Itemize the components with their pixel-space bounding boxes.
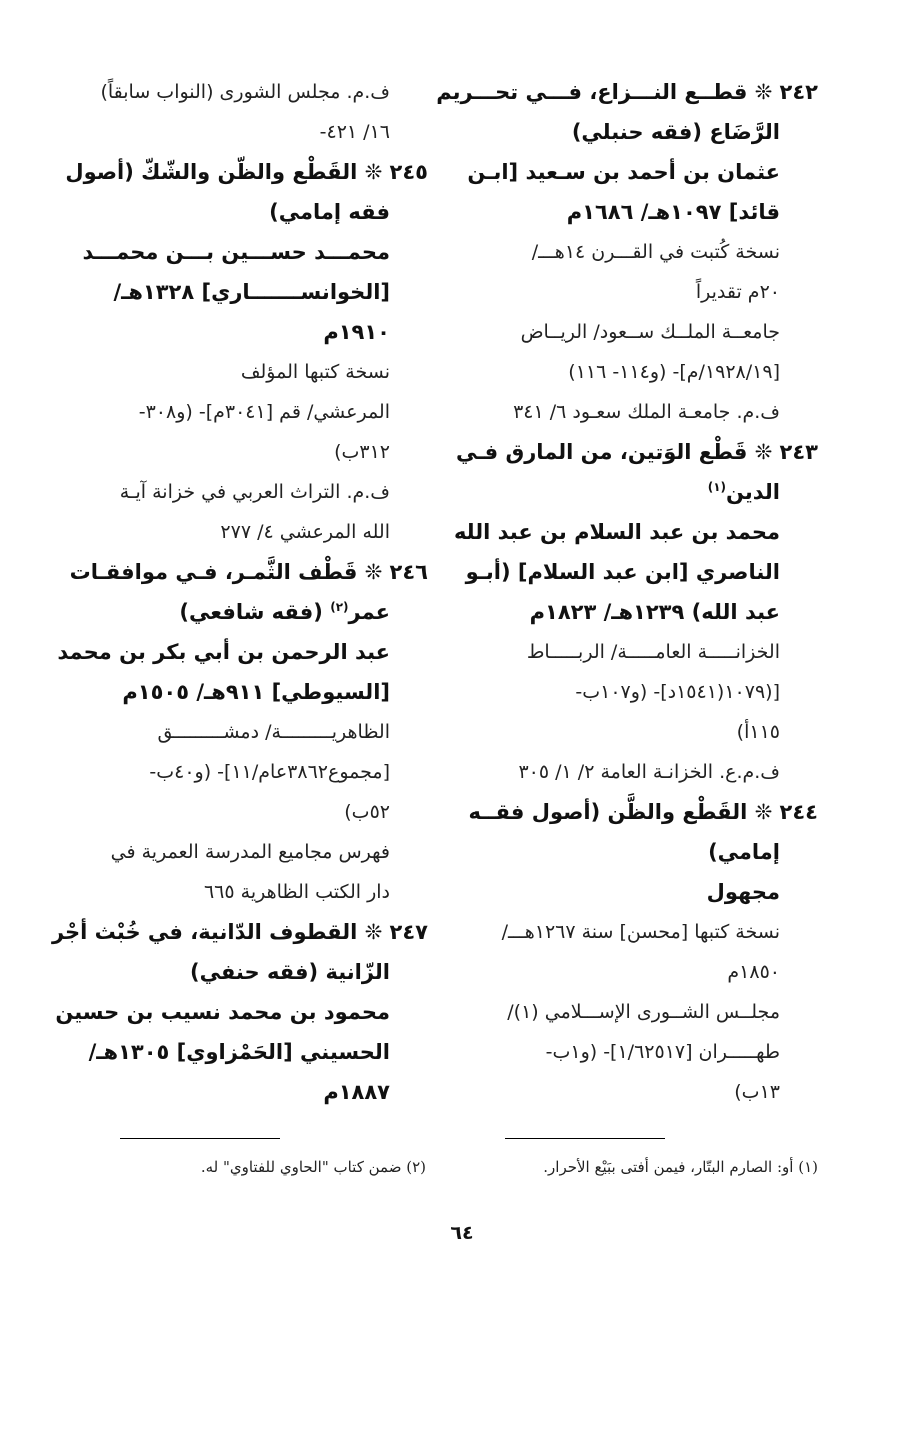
text-line (51, 912, 428, 952)
line-text: ٢٤٧ ❊ القطوف الدّانية، في خُبْث أجْر (51, 920, 428, 944)
line-text: نسخة كتبها [محسن] سنة ١٢٦٧هـــ/ (501, 921, 780, 943)
left-column (51, 72, 428, 1112)
line-text: ٣١٢ب) (334, 441, 390, 463)
line-text: ١١٥أ) (736, 721, 780, 743)
text-line (470, 792, 818, 832)
line-text: عبد الله) ١٢٣٩هـ/ ١٨٢٣م (529, 600, 780, 624)
footnote-separator-left (120, 1138, 280, 1139)
text-line (455, 432, 818, 472)
line-text: [١٩٢٨/١٩/م]- (و١١٤- ١١٦) (568, 361, 780, 383)
text-line (470, 632, 818, 672)
line-text: طهـــــران [١/٦٢٥١٧]- (و١ب- (545, 1041, 780, 1063)
text-line (86, 1072, 428, 1112)
line-text-continued: (فقه شافعي) (179, 600, 331, 624)
line-text: محمود بن محمد نسيب بن حسين (55, 1000, 390, 1024)
line-text: المرعشي/ قم [٣٠٤١م]- (و٣٠٨- (138, 401, 390, 423)
text-line (86, 672, 428, 712)
text-line (86, 432, 428, 472)
line-text: ٢٤٢ ❊ قطــع النـــزاع، فـــي تحـــريم (436, 80, 818, 104)
text-line (470, 872, 818, 912)
line-text: ٢٤٥ ❊ القَطْع والظّن والشّكّ (أصول (65, 160, 428, 184)
line-text: ١٨٥٠م (727, 961, 780, 983)
line-text: ١٩١٠م (323, 320, 390, 344)
line-text: عبد الرحمن بن أبي بكر بن محمد (57, 640, 390, 664)
line-text: جامعــة الملــك ســعود/ الريــاض (520, 321, 780, 343)
text-line (65, 152, 428, 192)
text-line (470, 952, 818, 992)
line-text: الدين (726, 480, 780, 504)
text-line (470, 832, 818, 872)
text-line (470, 232, 818, 272)
text-line (470, 1032, 818, 1072)
text-line (453, 512, 818, 552)
line-text: ف.م. التراث العربي في خزانة آيـة (119, 481, 390, 503)
text-line (465, 552, 818, 592)
line-text: ف.م. مجلس الشورى (النواب سابقاً) (100, 81, 390, 103)
text-line (86, 592, 428, 632)
text-line (82, 232, 428, 272)
line-text: قائد] ١٠٩٧هـ/ ١٦٨٦م (566, 200, 780, 224)
line-text: مجلــس الشــورى الإســـلامي (١)/ (507, 1001, 780, 1023)
text-line (470, 472, 818, 512)
text-line (470, 712, 818, 752)
line-text: عثمان بن أحمد بن سـعيد [ابـن (467, 160, 780, 184)
text-line (86, 272, 428, 312)
line-text: فهرس مجاميع المدرسة العمرية في (110, 841, 390, 863)
footnote-marker: (١) (707, 480, 726, 494)
text-line (86, 472, 428, 512)
text-line (436, 72, 818, 112)
text-line (86, 832, 428, 872)
text-line (86, 872, 428, 912)
line-text: ٢٤٦ ❊ قَطْف الثَّمـر، فـي موافقـات (69, 560, 428, 584)
text-line (470, 672, 818, 712)
line-text: ٢٠م تقديراً (695, 281, 780, 303)
text-line (470, 992, 818, 1032)
footnote-separator-right (505, 1138, 665, 1139)
text-line (55, 992, 428, 1032)
line-text: مجهول (706, 880, 780, 904)
footnote-left: (٢) ضمن كتاب "الحاوي للفتاوي" له. (200, 1158, 426, 1176)
line-text: ١٦/ ٤٢١- (319, 121, 390, 143)
line-text: محمد بن عبد السلام بن عبد الله (453, 520, 780, 544)
text-line (470, 1072, 818, 1112)
line-text: عمر (348, 600, 390, 624)
text-line (470, 192, 818, 232)
line-text: [(١٠٧٩(١٥٤١د]- (و١٠٧ب- (575, 681, 780, 703)
text-line (86, 712, 428, 752)
line-text: محمـــد حســـين بـــن محمـــد (82, 240, 390, 264)
text-line (86, 352, 428, 392)
text-line (57, 632, 428, 672)
right-column (436, 72, 818, 1112)
line-text: ١٨٨٧م (323, 1080, 390, 1104)
text-line (86, 1032, 428, 1072)
text-line (470, 392, 818, 432)
line-text: الحسيني [الحَمْزاوي] ١٣٠٥هـ/ (88, 1040, 390, 1064)
line-text: الخزانـــــة العامـــــة/ الربـــــاط (526, 641, 780, 663)
line-text: ف.م. جامعـة الملك سعـود ٦/ ٣٤١ (513, 401, 780, 423)
line-text: إمامي) (708, 840, 780, 864)
text-line (470, 352, 818, 392)
text-line (86, 792, 428, 832)
text-line (86, 72, 428, 112)
footnote-right: (١) أو: الصارم البتّار، فيمن أفتى ببَيْع الأحرار. (543, 1158, 818, 1176)
text-line (470, 592, 818, 632)
line-text: دار الكتب الظاهرية ٦٦٥ (203, 881, 390, 903)
line-text: الظاهريـــــــــة/ دمشـــــــــق (157, 721, 390, 743)
line-text: ٢٤٣ ❊ قَطْع الوَتين، من المارق فـي (455, 440, 818, 464)
line-text: ف.م.ع. الخزانـة العامة ٢/ ١/ ٣٠٥ (518, 761, 780, 783)
line-text: ٥٢ب) (344, 801, 390, 823)
text-line (86, 112, 428, 152)
text-line (86, 312, 428, 352)
text-line (69, 552, 428, 592)
line-text: الزّانية (فقه حنفي) (189, 960, 390, 984)
footnote-marker: (٢) (330, 600, 349, 614)
line-text: [الخوانســـــــاري] ١٣٢٨هـ/ (113, 280, 390, 304)
line-text: الله المرعشي ٤/ ٢٧٧ (220, 521, 390, 543)
text-line (86, 192, 428, 232)
line-text: ١٣ب) (734, 1081, 780, 1103)
text-line (470, 112, 818, 152)
line-text: ٢٤٤ ❊ القَطْع والظَّن (أصول فقــه (468, 800, 818, 824)
text-line (470, 912, 818, 952)
text-line (470, 752, 818, 792)
line-text: [السيوطي] ٩١١هـ/ ١٥٠٥م (122, 680, 390, 704)
page-number: ٦٤ (450, 1222, 474, 1244)
text-line (470, 312, 818, 352)
text-line (467, 152, 818, 192)
line-text: [مجموع٣٨٦٢عام/١١]- (و٤٠ب- (149, 761, 390, 783)
text-line (86, 752, 428, 792)
line-text: الرَّضَاع (فقه حنبلي) (571, 120, 780, 144)
text-line (86, 512, 428, 552)
text-line (86, 952, 428, 992)
text-line (470, 272, 818, 312)
line-text: فقه إمامي) (269, 200, 390, 224)
line-text: الناصري [ابن عبد السلام] (أبـو (465, 560, 780, 584)
line-text: نسخة كُتبت في القـــرن ١٤هـــ/ (531, 241, 780, 263)
text-line (86, 392, 428, 432)
line-text: نسخة كتبها المؤلف (240, 361, 390, 383)
